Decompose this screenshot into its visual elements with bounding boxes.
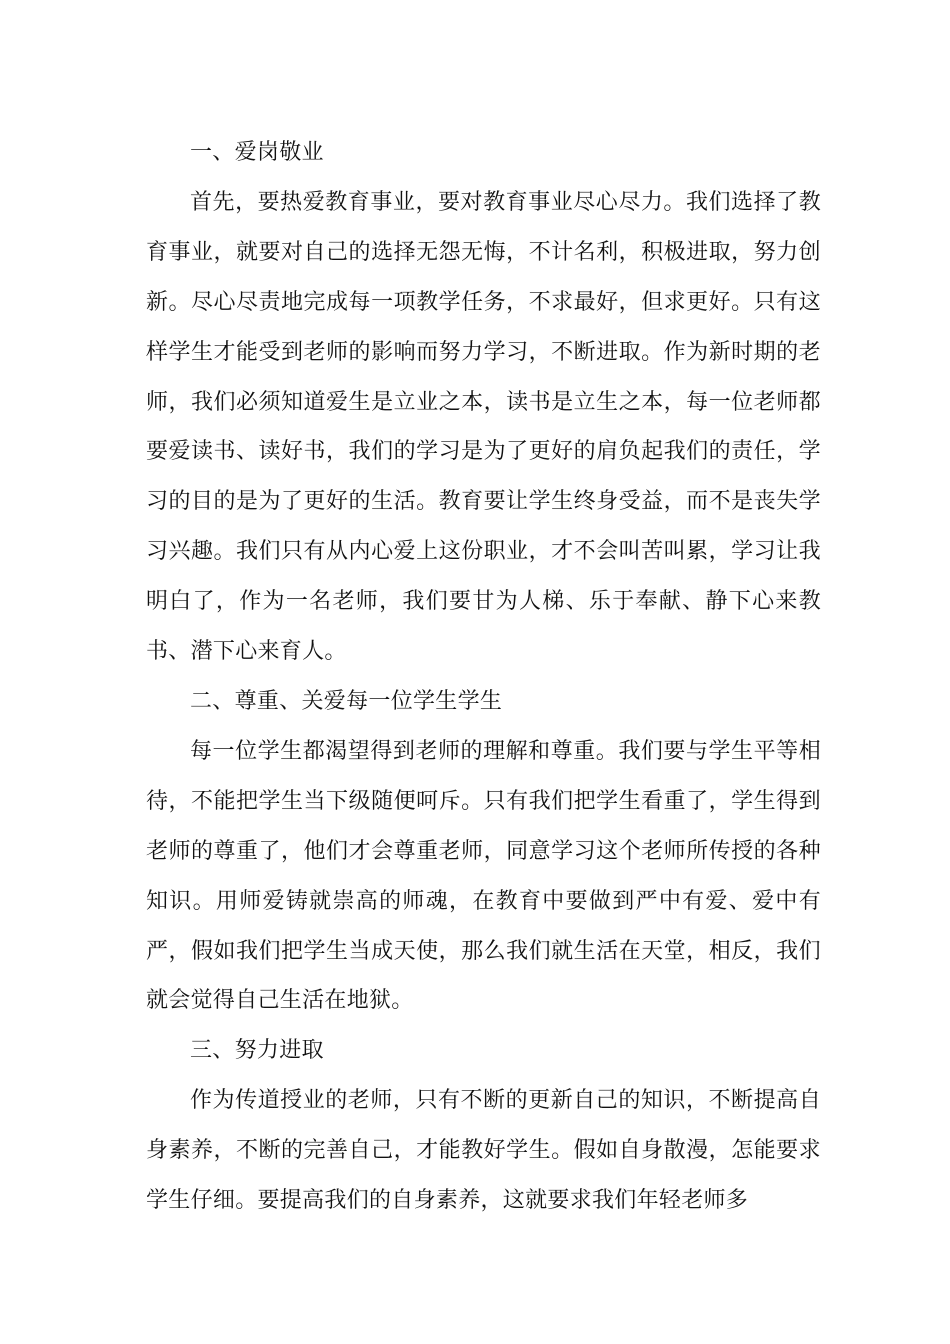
paragraph-3: 作为传道授业的老师，只有不断的更新自己的知识，不断提高自身素养，不断的完善自己，才能教好学生。假如自身散漫，怎能要求学生仔细。要提高我们的自身素养，这就要求我们年轻老师多 (146, 1088, 821, 1214)
section-heading-1: 一、爱岗敬业 (190, 140, 324, 165)
section-heading-3: 三、努力进取 (190, 1038, 324, 1064)
paragraph-1: 首先，要热爱教育事业，要对教育事业尽心尽力。我们选择了教育事业，就要对自己的选择无怨无悔，不计名利，积极进取，努力创新。尽心尽责地完成每一项教学任务，不求最好，但求更好。只有这样学生才能受到老师的影响而努力学习，不断进取。作为新时期的老师，我们必须知道爱生是立业之本，读书是立生之本，每一位老师都要爱读书、读好书，我们的学习是为了更好的肩负起我们的责任，学习的目的是为了更好的生活。教育要让学生终身受益，而不是丧失学习兴趣。我们只有从内心爱上这份职业，才不会叫苦叫累，学习让我明白了，作为一名老师，我们要甘为人梯、乐于奉献、静下心来教书、潜下心来育人。 (146, 189, 821, 665)
document-body (146, 128, 821, 1226)
paragraph-2: 每一位学生都渴望得到老师的理解和尊重。我们要与学生平等相待，不能把学生当下级随便呵斥。只有我们把学生看重了，学生得到老师的尊重了，他们才会尊重老师，同意学习这个老师所传授的各种知识。用师爱铸就崇高的师魂，在教育中要做到严中有爱、爱中有严，假如我们把学生当成天使，那么我们就生活在天堂，相反，我们就会觉得自己生活在地狱。 (146, 738, 821, 1014)
section-heading-2: 二、尊重、关爱每一位学生学生 (190, 688, 503, 714)
